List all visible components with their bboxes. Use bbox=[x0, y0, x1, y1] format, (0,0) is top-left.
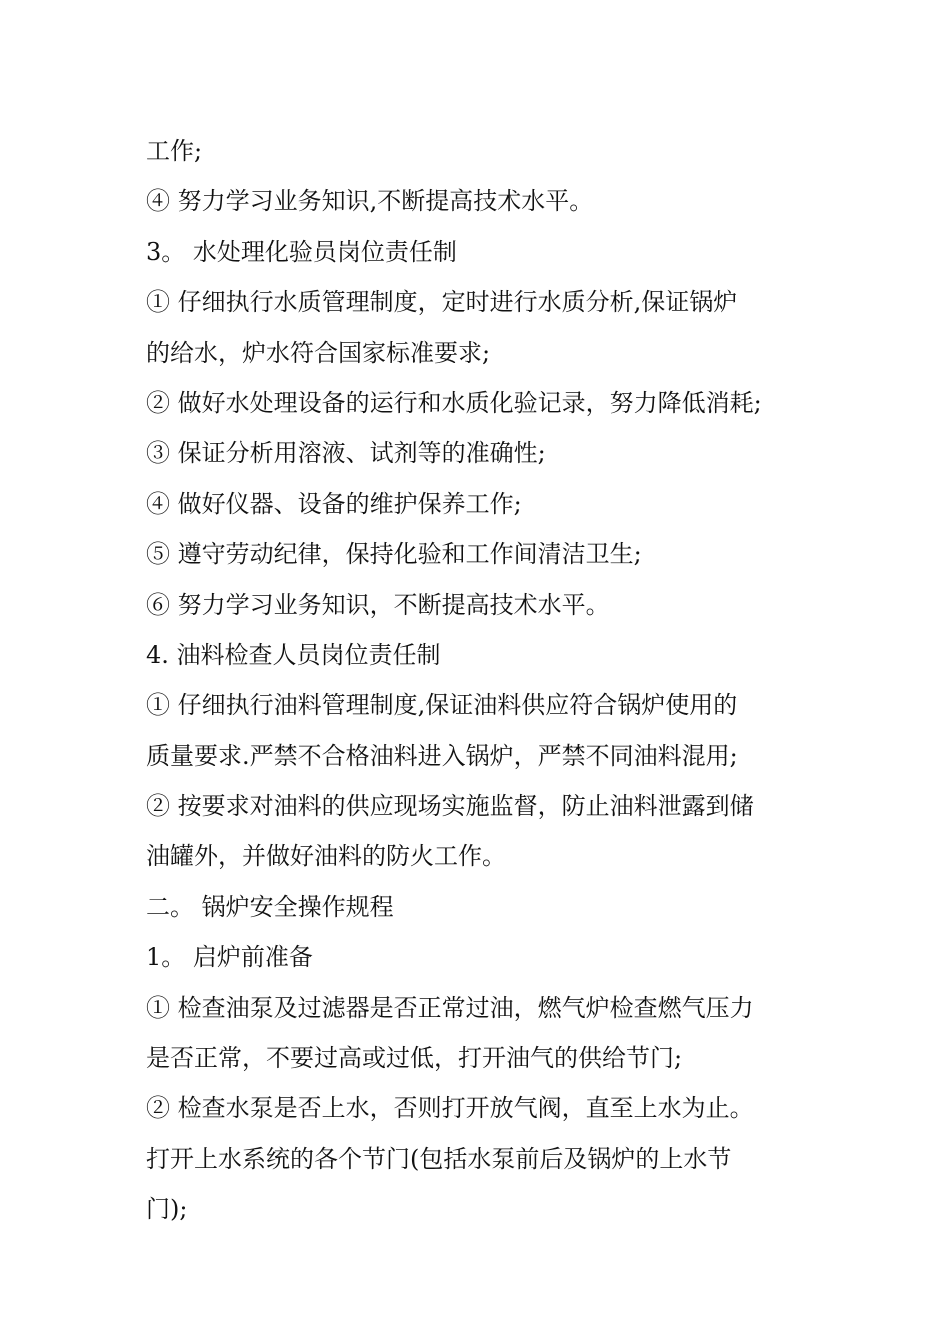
section-heading: 3。 水处理化验员岗位责任制 bbox=[146, 237, 457, 266]
subsection-heading: 1。 启炉前准备 bbox=[146, 943, 313, 972]
text-line: 油罐外，并做好油料的防火工作。 bbox=[146, 842, 506, 871]
text-line: ① 检查油泵及过滤器是否正常过油，燃气炉检查燃气压力 bbox=[146, 993, 754, 1022]
text-line: ② 检查水泵是否上水，否则打开放气阀，直至上水为止。 bbox=[146, 1094, 754, 1123]
text-line: ① 仔细执行油料管理制度,保证油料供应符合锅炉使用的 bbox=[146, 691, 738, 720]
text-line: 的给水，炉水符合国家标准要求; bbox=[146, 338, 491, 367]
text-line: ② 按要求对油料的供应现场实施监督，防止油料泄露到储 bbox=[146, 792, 754, 821]
section-heading: 4. 油料检查人员岗位责任制 bbox=[146, 640, 441, 669]
document-body bbox=[146, 126, 826, 1235]
text-line: 质量要求.严禁不合格油料进入锅炉，严禁不同油料混用; bbox=[146, 741, 738, 770]
text-line: 是否正常，不要过高或过低，打开油气的供给节门; bbox=[146, 1044, 683, 1073]
text-line: ③ 保证分析用溶液、试剂等的准确性; bbox=[146, 439, 546, 468]
section-heading: 二。 锅炉安全操作规程 bbox=[146, 892, 394, 921]
text-line: ② 做好水处理设备的运行和水质化验记录，努力降低消耗; bbox=[146, 388, 762, 417]
text-line: ⑤ 遵守劳动纪律，保持化验和工作间清洁卫生; bbox=[146, 540, 642, 569]
text-line: ① 仔细执行水质管理制度，定时进行水质分析,保证锅炉 bbox=[146, 288, 738, 317]
text-line: 门); bbox=[146, 1195, 188, 1224]
text-line: ⑥ 努力学习业务知识，不断提高技术水平。 bbox=[146, 590, 610, 619]
text-line: 打开上水系统的各个节门(包括水泵前后及锅炉的上水节 bbox=[146, 1144, 732, 1173]
text-line: 工作; bbox=[146, 137, 203, 165]
text-line: ④ 做好仪器、设备的维护保养工作; bbox=[146, 489, 522, 518]
text-line: ④ 努力学习业务知识,不断提高技术水平。 bbox=[146, 187, 594, 216]
